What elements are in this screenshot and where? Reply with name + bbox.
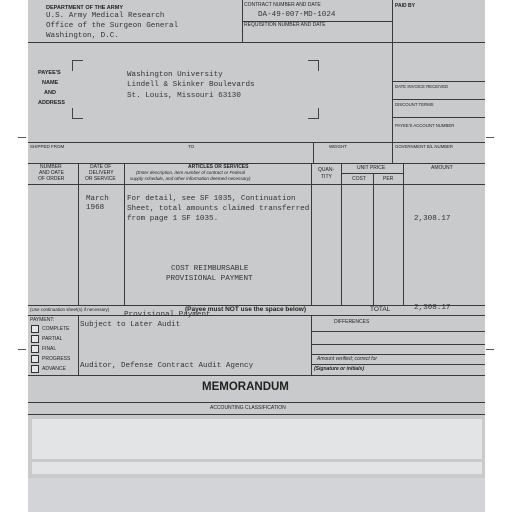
col-delivery-2: DELIVERY <box>89 170 114 176</box>
col-articles-sub-1: (Enter description, item number of contract or Federal <box>136 170 246 175</box>
margin-tick-right-2 <box>486 349 494 350</box>
voucher-form <box>28 0 485 512</box>
advance-checkbox[interactable] <box>31 365 39 373</box>
col-unit-price: UNIT PRICE <box>357 165 386 171</box>
item-desc-3: from page 1 SF 1035. <box>127 215 219 223</box>
contract-number: DA-49-007-MD-1024 <box>258 11 336 19</box>
col-delivery-1: DATE OF <box>90 164 112 170</box>
col-cost: COST <box>352 176 366 182</box>
address-corner-tl <box>72 60 83 71</box>
address-corner-br <box>308 108 319 119</box>
partial-checkbox[interactable] <box>31 335 39 343</box>
payee-line-2: Lindell & Skinker Boulevards <box>127 81 255 89</box>
margin-tick-left-1 <box>18 137 26 138</box>
blurred-area-mid <box>32 462 482 474</box>
provisional-line-2: Subject to Later Audit <box>80 321 181 329</box>
memorandum-title: MEMORANDUM <box>202 381 289 393</box>
margin-tick-left-2 <box>18 349 26 350</box>
continuation-note: (Use continuation sheet(s) if necessary) <box>30 307 110 312</box>
department-label: DEPARTMENT OF THE ARMY <box>46 5 123 11</box>
final-checkbox[interactable] <box>31 345 39 353</box>
complete-checkbox[interactable] <box>31 325 39 333</box>
office-line-1: U.S. Army Medical Research <box>46 12 165 20</box>
paid-by-label: PAID BY <box>395 3 415 9</box>
col-number-1: NUMBER <box>40 164 62 170</box>
provisional-line-1: Provisional Payment <box>124 311 211 319</box>
col-number-2: AND DATE <box>39 170 64 176</box>
col-delivery-3: OR SERVICE <box>85 176 116 182</box>
complete-label: COMPLETE <box>42 326 70 332</box>
differences-label: DIFFERENCES <box>334 319 370 325</box>
col-quantity-1: QUAN- <box>318 167 335 173</box>
blurred-area-top <box>32 419 482 459</box>
payee-label-1: PAYEE'S <box>38 70 61 76</box>
requisition-label: REQUISITION NUMBER AND DATE <box>244 22 326 28</box>
payment-label: PAYMENT: <box>30 317 55 323</box>
office-line-2: Office of the Surgeon General <box>46 22 179 30</box>
margin-tick-right-1 <box>486 137 494 138</box>
contract-label: CONTRACT NUMBER AND DATE <box>244 2 321 8</box>
discount-terms-label: DISCOUNT TERMS <box>395 102 434 107</box>
accounting-classification-label: ACCOUNTING CLASSIFICATION <box>210 405 286 411</box>
payee-warning: (Payee must NOT use the space below) <box>185 306 307 313</box>
col-quantity-2: TITY <box>321 174 332 180</box>
progress-checkbox[interactable] <box>31 355 39 363</box>
partial-label: PARTIAL <box>42 336 63 342</box>
item-amount: 2,308.17 <box>414 215 451 223</box>
item-date-2: 1968 <box>86 204 105 212</box>
item-note-1: COST REIMBURSABLE <box>171 265 249 273</box>
col-articles-sub-2: supply schedule, and other information deemed necessary) <box>130 176 251 181</box>
amount-verified-label: Amount verified; correct for <box>317 356 378 362</box>
advance-label: ADVANCE <box>42 366 66 372</box>
final-label: FINAL <box>42 346 57 352</box>
payee-label-4: ADDRESS <box>38 100 65 106</box>
item-note-2: PROVISIONAL PAYMENT <box>166 275 253 283</box>
total-amount: 2,308.17 <box>414 304 451 312</box>
payee-label-3: AND <box>44 90 56 96</box>
to-label: TO <box>188 144 195 149</box>
address-corner-bl <box>72 108 83 119</box>
blurred-area-bottom <box>28 478 485 512</box>
item-date-1: March <box>86 195 109 203</box>
item-desc-2: Sheet, total amounts claimed transferred <box>127 205 310 213</box>
auditor-line: Auditor, Defense Contract Audit Agency <box>80 362 254 370</box>
payee-account-label: PAYEE'S ACCOUNT NUMBER <box>395 123 455 128</box>
col-per: PER <box>383 176 394 182</box>
col-articles: ARTICLES OR SERVICES <box>188 164 249 170</box>
gbl-label: GOVERNMENT B/L NUMBER <box>395 144 454 149</box>
payee-line-3: St. Louis, Missouri 63130 <box>127 92 241 100</box>
payee-label-2: NAME <box>42 80 59 86</box>
signature-label: (Signature or initials) <box>314 366 365 372</box>
address-corner-tr <box>308 60 319 71</box>
total-label: TOTAL <box>370 306 391 313</box>
payee-line-1: Washington University <box>127 71 223 79</box>
item-desc-1: For detail, see SF 1035, Continuation <box>127 195 296 203</box>
col-amount: AMOUNT <box>431 165 453 171</box>
weight-label: WEIGHT <box>329 144 347 149</box>
shipped-from-label: SHIPPED FROM <box>30 144 65 149</box>
col-number-3: OF ORDER <box>38 176 65 182</box>
progress-label: PROGRESS <box>42 356 71 362</box>
office-line-3: Washington, D.C. <box>46 32 119 40</box>
date-invoice-label: DATE INVOICE RECEIVED <box>395 84 449 89</box>
